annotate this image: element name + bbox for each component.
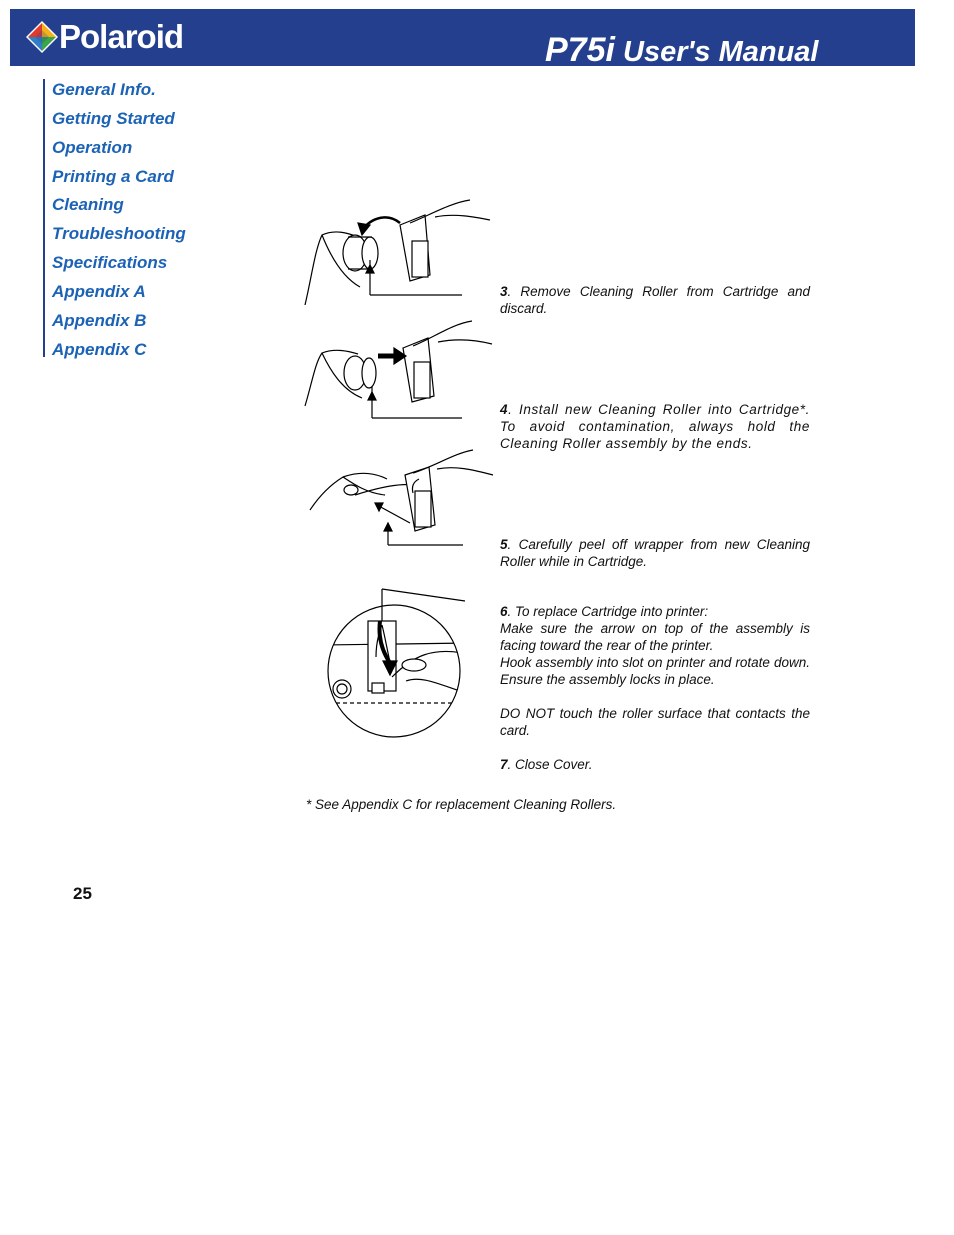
replace-cartridge-illustration (322, 585, 472, 745)
page-title: P75i User's Manual (545, 31, 819, 69)
nav-getting-started[interactable]: Getting Started (52, 109, 175, 128)
step-4-text: 4. Install new Cleaning Roller into Cartridge*. To avoid contamination, always hold the Cleaning Roller assembly by the ends. (500, 402, 810, 451)
nav-appendix-a[interactable]: Appendix A (52, 282, 146, 301)
nav-appendix-b[interactable]: Appendix B (52, 311, 147, 330)
step-3-text: 3. Remove Cleaning Roller from Cartridge and discard. (500, 284, 810, 316)
install-roller-illustration (300, 318, 495, 423)
page-number: 25 (73, 884, 92, 903)
nav-specifications[interactable]: Specifications (52, 253, 168, 272)
polaroid-logo (26, 18, 236, 55)
step-6-line-1: Make sure the arrow on top of the assembly is facing toward the rear of the printer. (500, 621, 810, 653)
footnote: * See Appendix C for replacement Cleaning Rollers. (306, 797, 617, 812)
remove-roller-illustration (300, 195, 495, 305)
step-5-text: 5. Carefully peel off wrapper from new Cleaning Roller while in Cartridge. (500, 537, 810, 569)
side-nav (43, 79, 245, 357)
nav-troubleshooting[interactable]: Troubleshooting (52, 224, 186, 243)
header-bar (10, 9, 915, 69)
step-6-line-2: Hook assembly into slot on printer and rotate down. Ensure the assembly locks in place. (500, 655, 810, 687)
nav-operation[interactable]: Operation (52, 138, 133, 157)
brand-name: Polaroid (59, 18, 184, 55)
peel-wrapper-illustration (305, 445, 497, 550)
step-7-text: 7. Close Cover. (500, 757, 593, 772)
nav-appendix-c[interactable]: Appendix C (52, 340, 147, 359)
nav-general-info[interactable]: General Info. (52, 80, 156, 99)
polaroid-diamond-icon (26, 21, 58, 53)
step-6-line-3: DO NOT touch the roller surface that contacts the card. (500, 706, 810, 738)
nav-cleaning[interactable]: Cleaning (52, 195, 124, 214)
step-6-text: 6. To replace Cartridge into printer: Make sure the arrow on top of the assembly is facing toward the rear of the printer. Hook assembly into slot on printer and rotate down. Ensure the assembly locks in place. DO NOT touch the roller surface that contacts the card. 7. Close Cover. (500, 604, 810, 772)
nav-printing-a-card[interactable]: Printing a Card (52, 167, 174, 186)
